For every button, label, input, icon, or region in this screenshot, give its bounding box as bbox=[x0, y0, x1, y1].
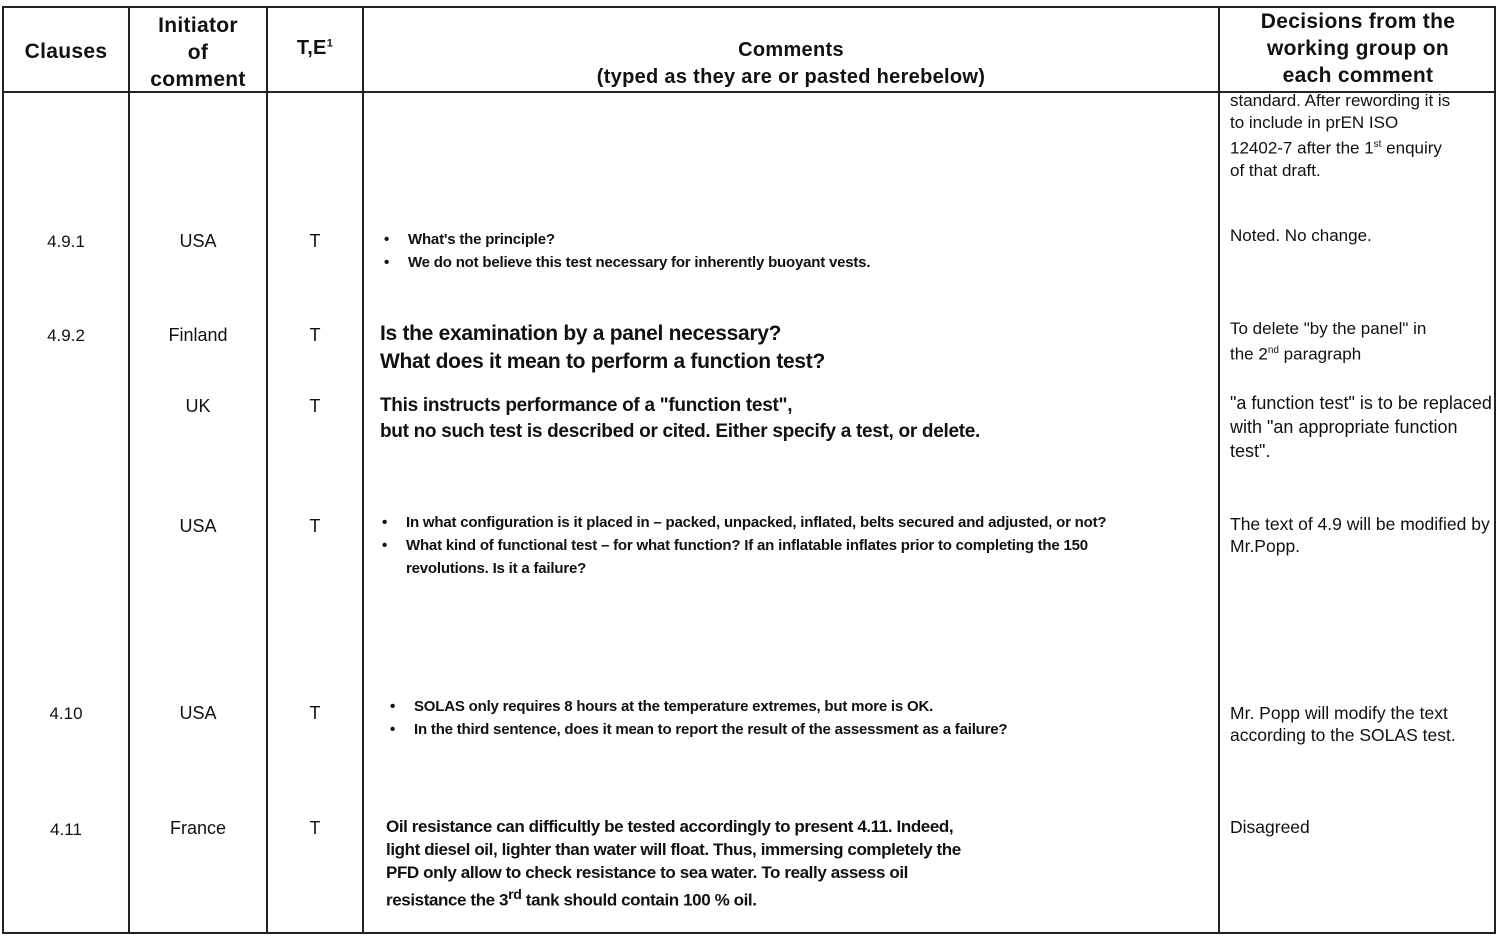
type-cell: T bbox=[309, 818, 321, 838]
initiator-cell: UK bbox=[185, 396, 211, 416]
type-cell: T bbox=[309, 516, 321, 536]
decision-cell: "a function test" is to be replaced with "an appropriate function test". bbox=[1230, 393, 1492, 461]
type-cell: T bbox=[309, 231, 321, 251]
list-item: • What kind of functional test – for what function? If an inflatable inflates prior to completing the 150 revolutions. Is it a failure? bbox=[376, 534, 1166, 580]
list-item: • In the third sentence, does it mean to report the result of the assessment as a failure? bbox=[384, 718, 1184, 741]
initiator-cell: USA bbox=[179, 231, 217, 251]
comment-cell: Oil resistance can difficultly be tested accordingly to present 4.11. Indeed, light diesel oil, lighter than water will float. Thus, immersing completely the PFD only allow to check resistance to sea water. To really assess oil resistance the 3rd tank should contain 100 % oil. bbox=[386, 817, 961, 910]
decision-cell: Noted. No change. bbox=[1230, 226, 1372, 245]
header-initiator: Initiator of comment bbox=[150, 14, 246, 91]
header-clauses: Clauses bbox=[24, 40, 108, 63]
header-type: $T,E^1$ bbox=[296, 37, 334, 59]
comment-cell bbox=[384, 695, 1184, 741]
decision-cell: Disagreed bbox=[1230, 817, 1310, 837]
decision-cell: The text of 4.9 will be modified by Mr.Popp. bbox=[1230, 514, 1490, 556]
header-decisions: Decisions from the working group on each comment bbox=[1260, 10, 1456, 87]
decision-continuation: standard. After rewording it is to include in prEN ISO 12402-7 after the 1st enquiry of that draft. bbox=[1230, 91, 1451, 180]
list-item: • We do not believe this test necessary for inherently buoyant vests. bbox=[378, 251, 1198, 274]
initiator-cell: Finland bbox=[168, 325, 228, 345]
type-cell: T bbox=[309, 325, 321, 345]
list-item: • SOLAS only requires 8 hours at the temperature extremes, but more is OK. bbox=[384, 695, 1184, 718]
column-divider bbox=[362, 6, 364, 934]
type-cell: T bbox=[309, 396, 321, 416]
column-divider bbox=[266, 6, 268, 934]
comment-cell: This instructs performance of a "function test", but no such test is described or cited. Either specify a test, or delete. bbox=[380, 395, 980, 442]
initiator-cell: USA bbox=[179, 516, 217, 536]
comment-cell bbox=[376, 511, 1166, 580]
header-comments: Comments (typed as they are or pasted herebelow) bbox=[596, 39, 986, 88]
clause-cell: 4.11 bbox=[50, 820, 82, 839]
list-item: • What's the principle? bbox=[378, 228, 1198, 251]
type-cell: T bbox=[309, 703, 321, 723]
clause-cell: 4.9.1 bbox=[47, 232, 85, 251]
column-divider bbox=[128, 6, 130, 934]
comment-cell: Is the examination by a panel necessary? What does it mean to perform a function test? bbox=[380, 322, 826, 373]
decision-cell: To delete "by the panel" in the 2nd paragraph bbox=[1230, 319, 1427, 364]
comment-cell bbox=[378, 228, 1198, 274]
initiator-cell: USA bbox=[179, 703, 217, 723]
list-item: • In what configuration is it placed in – packed, unpacked, inflated, belts secured and adjusted, or not? bbox=[376, 511, 1166, 534]
initiator-cell: France bbox=[169, 818, 227, 838]
decision-cell: Mr. Popp will modify the text according to the SOLAS test. bbox=[1230, 703, 1456, 745]
clause-cell: 4.9.2 bbox=[47, 326, 85, 345]
clause-cell: 4.10 bbox=[49, 704, 83, 723]
column-divider bbox=[1218, 6, 1220, 934]
